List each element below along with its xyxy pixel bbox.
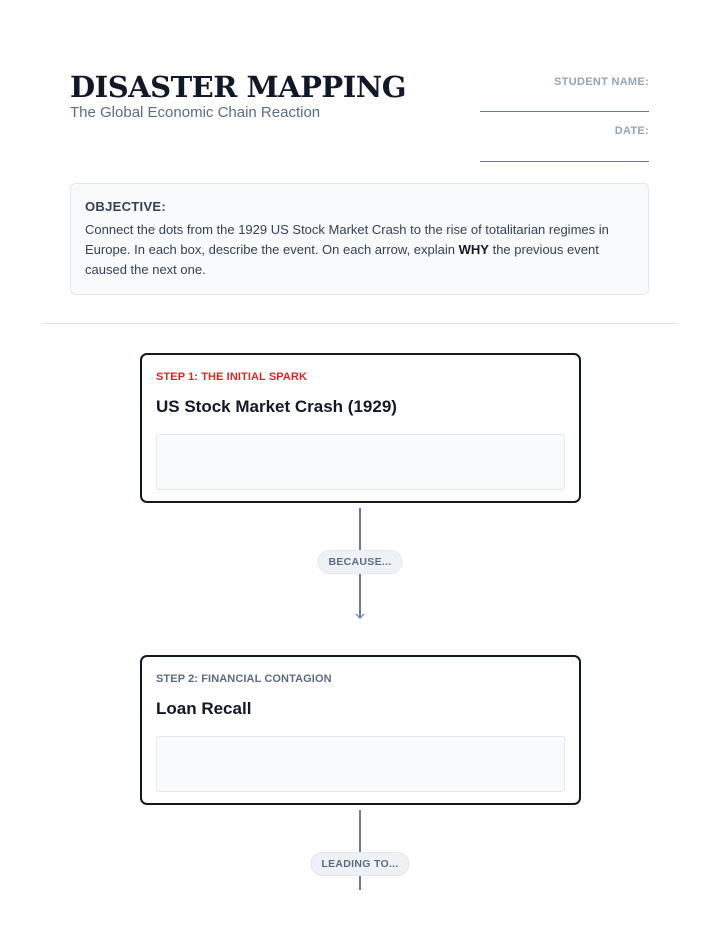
date-label: DATE: [614, 125, 649, 137]
step-title: Loan Recall [156, 699, 252, 718]
step-card-1 [140, 353, 581, 503]
connector-line [359, 810, 361, 852]
objective-text-start: Connect the dots from the 1929 US Stock Market Crash to the rise of totalitarian regimes in Europe. In each box, describe the event. On each arrow, explain [85, 222, 609, 257]
student-name-field[interactable] [480, 111, 649, 112]
page-subtitle: The Global Economic Chain Reaction [70, 104, 321, 121]
connector-label[interactable]: LEADING TO... [310, 852, 409, 876]
objective-emphasis: WHY [458, 242, 489, 257]
step-2-answer-box[interactable] [156, 736, 565, 792]
objective-text [85, 220, 634, 280]
step-1-answer-box[interactable] [156, 434, 565, 490]
connector-line [359, 876, 361, 890]
page-title: DISASTER MAPPING [70, 70, 407, 104]
student-name-label: STUDENT NAME: [554, 76, 649, 88]
date-field[interactable] [480, 161, 649, 162]
step-card-2 [140, 655, 581, 805]
connector-line [359, 508, 361, 550]
step-label: STEP 1: THE INITIAL SPARK [156, 371, 308, 383]
step-label: STEP 2: FINANCIAL CONTAGION [156, 673, 332, 685]
objective-text-end: the previous event caused the next one. [85, 242, 599, 277]
step-title: US Stock Market Crash (1929) [156, 397, 397, 416]
objective-label: OBJECTIVE: [85, 199, 167, 214]
section-divider [42, 323, 678, 324]
connector-line [359, 574, 361, 617]
chevron-down-icon [355, 612, 365, 620]
connector-label[interactable]: BECAUSE... [317, 550, 402, 574]
objective-box [70, 183, 649, 295]
